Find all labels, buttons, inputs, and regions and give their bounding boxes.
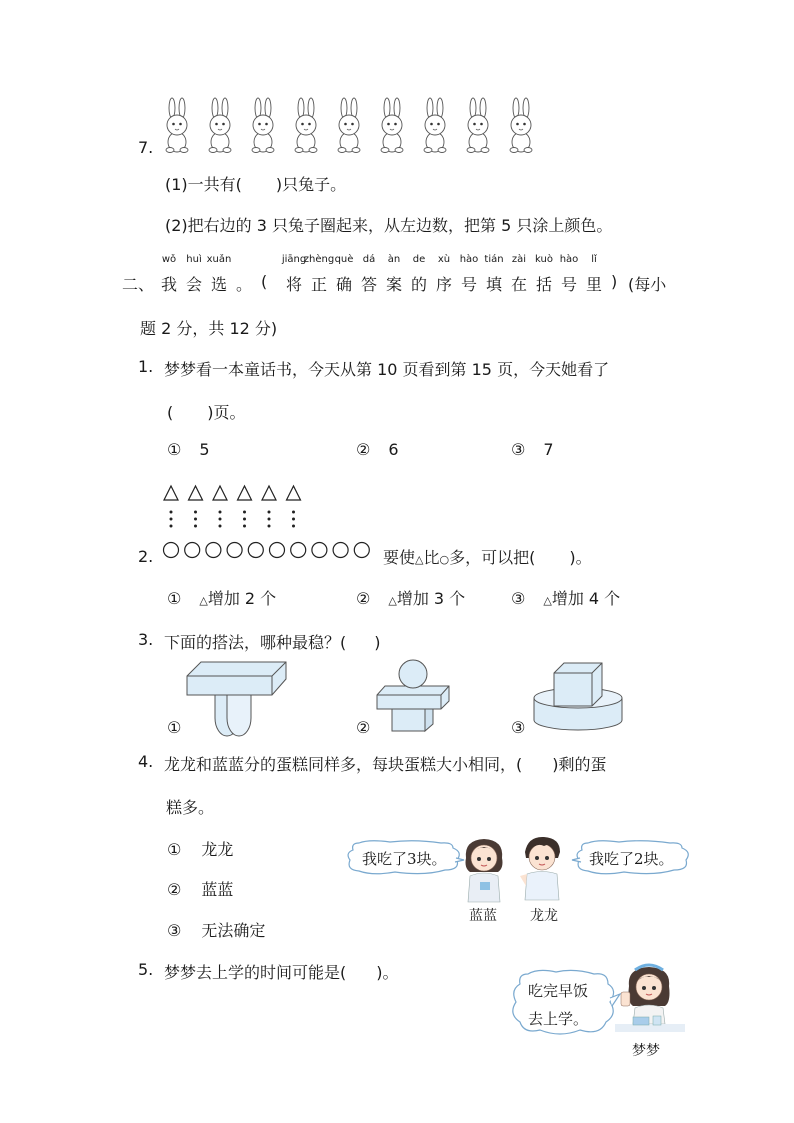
title-char: 括 — [536, 275, 553, 294]
rabbit-icon — [424, 98, 446, 153]
small-triangle-icon: △ — [388, 594, 397, 607]
title-char: 在 — [511, 275, 528, 294]
option-mark: ③ — [167, 921, 182, 940]
q7-number: 7. — [138, 138, 154, 157]
correspondence-dot — [243, 525, 246, 528]
q2-option-2[interactable] — [356, 586, 465, 609]
q3-number: 3. — [138, 630, 154, 649]
correspondence-dot — [219, 525, 222, 528]
option-mark: ① — [167, 440, 182, 459]
pinyin-label: xù — [437, 254, 451, 265]
q7-sub1-suffix: )只兔子。 — [275, 175, 347, 194]
q2-shapes-figure — [160, 480, 390, 565]
triangle-shape — [213, 486, 227, 500]
q4-option-3[interactable] — [167, 918, 265, 941]
q4-number: 4. — [138, 752, 154, 771]
pinyin-label: de — [412, 254, 426, 265]
section2-score-a: (每小 — [628, 275, 667, 294]
triangle-shape — [189, 486, 203, 500]
pinyin-label: xuǎn — [206, 254, 232, 265]
rabbit-icon — [338, 98, 360, 153]
correspondence-dot — [194, 518, 197, 521]
triangle-shape — [287, 486, 301, 500]
rabbit-icon — [295, 98, 317, 153]
pinyin-label: què — [334, 254, 354, 265]
q7-sub1-prefix: (1)一共有( — [165, 175, 242, 194]
girl-mengmeng-illustration — [615, 962, 685, 1036]
paren-open: ( — [167, 403, 174, 422]
rabbit-icon — [467, 98, 489, 153]
rabbit-icon — [252, 98, 274, 153]
title-char: 填 — [486, 275, 503, 294]
title-char: ( — [261, 272, 268, 291]
q3-text — [164, 630, 381, 653]
correspondence-dot — [243, 518, 246, 521]
correspondence-dot — [170, 511, 173, 514]
stack-block-on-cylinder — [185, 658, 290, 738]
pinyin-label: huì — [186, 254, 202, 265]
correspondence-dot — [268, 511, 271, 514]
option-text: 增加 4 个 — [551, 589, 621, 608]
option-mark: ② — [356, 589, 371, 608]
q4-text-prefix: 龙龙和蓝蓝分的蛋糕同样多，每块蛋糕大小相同，( — [164, 755, 523, 774]
q2-text-mid2: 多，可以把( — [449, 548, 536, 567]
stack-sphere-on-slab — [375, 658, 455, 740]
circle-shape — [206, 543, 221, 558]
pinyin-label: jiāng — [281, 254, 307, 265]
correspondence-dot — [219, 518, 222, 521]
q3-option-1-mark[interactable]: ① — [167, 718, 182, 737]
circle-shape — [354, 543, 369, 558]
correspondence-dot — [268, 518, 271, 521]
title-char: 。 — [236, 275, 253, 294]
correspondence-dot — [194, 511, 197, 514]
option-mark: ③ — [511, 589, 526, 608]
pinyin-label: tián — [484, 254, 504, 265]
title-char: 号 — [461, 275, 478, 294]
rabbit-row — [160, 98, 560, 158]
girl-lanlan-illustration — [460, 836, 508, 906]
title-char: 将 — [286, 275, 303, 294]
pinyin-label: kuò — [535, 254, 553, 265]
q5-text — [164, 960, 399, 983]
q1-answer-suffix: )页。 — [207, 403, 246, 422]
pinyin-label: dá — [362, 254, 376, 265]
option-text: 增加 3 个 — [396, 589, 466, 608]
title-char: 我 — [161, 275, 178, 294]
pinyin-label: lǐ — [591, 254, 597, 265]
q2-text-prefix: 要使 — [383, 548, 416, 567]
q4-text — [164, 752, 607, 775]
title-char: 答 — [361, 275, 378, 294]
name-lanlan: 蓝蓝 — [469, 908, 497, 924]
correspondence-dot — [170, 518, 173, 521]
q5-number: 5. — [138, 960, 154, 979]
q1-text: 梦梦看一本童话书，今天从第 10 页看到第 15 页，今天她看了 — [164, 360, 610, 379]
bubble-right-text: 我吃了2块。 — [589, 850, 674, 868]
q2-number: 2. — [138, 547, 154, 566]
name-longlong: 龙龙 — [530, 908, 558, 924]
bubble-mengmeng-line2: 去上学。 — [528, 1010, 589, 1028]
q1-number: 1. — [138, 357, 154, 376]
q5-text-suffix: )。 — [376, 963, 399, 982]
title-char: 确 — [336, 275, 353, 294]
circle-shape — [164, 543, 179, 558]
small-circle-icon: ○ — [439, 553, 450, 566]
circle-shape — [227, 543, 242, 558]
option-text: 5 — [199, 440, 210, 459]
option-text: 无法确定 — [201, 921, 266, 940]
pinyin-label: zhèng — [303, 254, 335, 265]
pinyin-label: hào — [559, 254, 579, 265]
option-text: 7 — [543, 440, 554, 459]
q3-option-2-mark[interactable]: ② — [356, 718, 371, 737]
circle-shape — [248, 543, 263, 558]
correspondence-dot — [194, 525, 197, 528]
correspondence-dot — [292, 511, 295, 514]
boy-longlong-illustration — [518, 834, 566, 906]
q4-option-1[interactable] — [167, 837, 233, 860]
bubble-mengmeng-line1: 吃完早饭 — [528, 982, 589, 1000]
title-char: 的 — [411, 275, 428, 294]
pinyin-label: hào — [459, 254, 479, 265]
option-text: 蓝蓝 — [201, 880, 234, 899]
small-triangle-icon: △ — [543, 594, 552, 607]
q2-text-suffix: )。 — [569, 548, 592, 567]
circle-shape — [270, 543, 285, 558]
small-triangle-icon: △ — [415, 553, 424, 566]
q2-text — [383, 545, 592, 568]
q3-option-3-mark[interactable]: ③ — [511, 718, 526, 737]
q1-option-3[interactable] — [511, 440, 554, 459]
title-char: 会 — [186, 275, 203, 294]
section2-number: 二、 — [122, 275, 155, 294]
correspondence-dot — [219, 511, 222, 514]
correspondence-dot — [170, 525, 173, 528]
q4-text-suffix: )剩的蛋 — [552, 755, 607, 774]
circle-shape — [333, 543, 348, 558]
q2-text-mid1: 比 — [423, 548, 440, 567]
triangle-shape — [238, 486, 252, 500]
q2-option-3[interactable] — [511, 586, 620, 609]
stack-cube-on-disk — [532, 658, 624, 738]
option-mark: ① — [167, 589, 182, 608]
title-char: 里 — [586, 275, 603, 294]
triangle-shape — [164, 486, 178, 500]
circle-shape — [291, 543, 306, 558]
pinyin-label: àn — [387, 254, 401, 265]
q7-sub1 — [165, 172, 346, 195]
q1-answer — [167, 400, 246, 423]
title-char: 序 — [436, 275, 453, 294]
option-mark: ① — [167, 840, 182, 859]
title-char: 正 — [311, 275, 328, 294]
correspondence-dot — [292, 525, 295, 528]
circle-shape — [185, 543, 200, 558]
option-text: 6 — [388, 440, 399, 459]
title-char: 选 — [211, 275, 228, 294]
triangle-shape — [262, 486, 276, 500]
circle-shape — [312, 543, 327, 558]
option-text: 增加 2 个 — [207, 589, 277, 608]
option-text: 龙龙 — [201, 840, 234, 859]
q3-text-main: 下面的搭法，哪种最稳？( — [164, 633, 347, 652]
rabbit-icon — [209, 98, 231, 153]
section2-score-b: 题 2 分，共 12 分) — [140, 319, 278, 338]
rabbit-icon — [381, 98, 403, 153]
title-char: 号 — [561, 275, 578, 294]
correspondence-dot — [292, 518, 295, 521]
option-mark: ③ — [511, 440, 526, 459]
pinyin-label: wǒ — [161, 254, 177, 265]
small-triangle-icon: △ — [199, 594, 208, 607]
rabbit-icon — [166, 98, 188, 153]
q2-option-1[interactable] — [167, 586, 276, 609]
q1-option-1[interactable] — [167, 440, 210, 459]
rabbit-icon — [510, 98, 532, 153]
correspondence-dot — [243, 511, 246, 514]
pinyin-label: zài — [511, 254, 527, 265]
title-char: ) — [611, 272, 618, 291]
option-mark: ② — [356, 440, 371, 459]
bubble-left-text: 我吃了3块。 — [362, 850, 447, 868]
option-mark: ② — [167, 880, 182, 899]
correspondence-dot — [268, 525, 271, 528]
name-mengmeng: 梦梦 — [632, 1043, 660, 1059]
q5-text-main: 梦梦去上学的时间可能是( — [164, 963, 347, 982]
paren-close: ) — [374, 633, 381, 652]
q4-text-cont: 糕多。 — [166, 798, 215, 817]
q1-option-2[interactable] — [356, 440, 399, 459]
q4-option-2[interactable] — [167, 877, 233, 900]
q7-sub2: (2)把右边的 3 只兔子圈起来，从左边数，把第 5 只涂上颜色。 — [165, 216, 613, 235]
title-char: 案 — [386, 275, 403, 294]
